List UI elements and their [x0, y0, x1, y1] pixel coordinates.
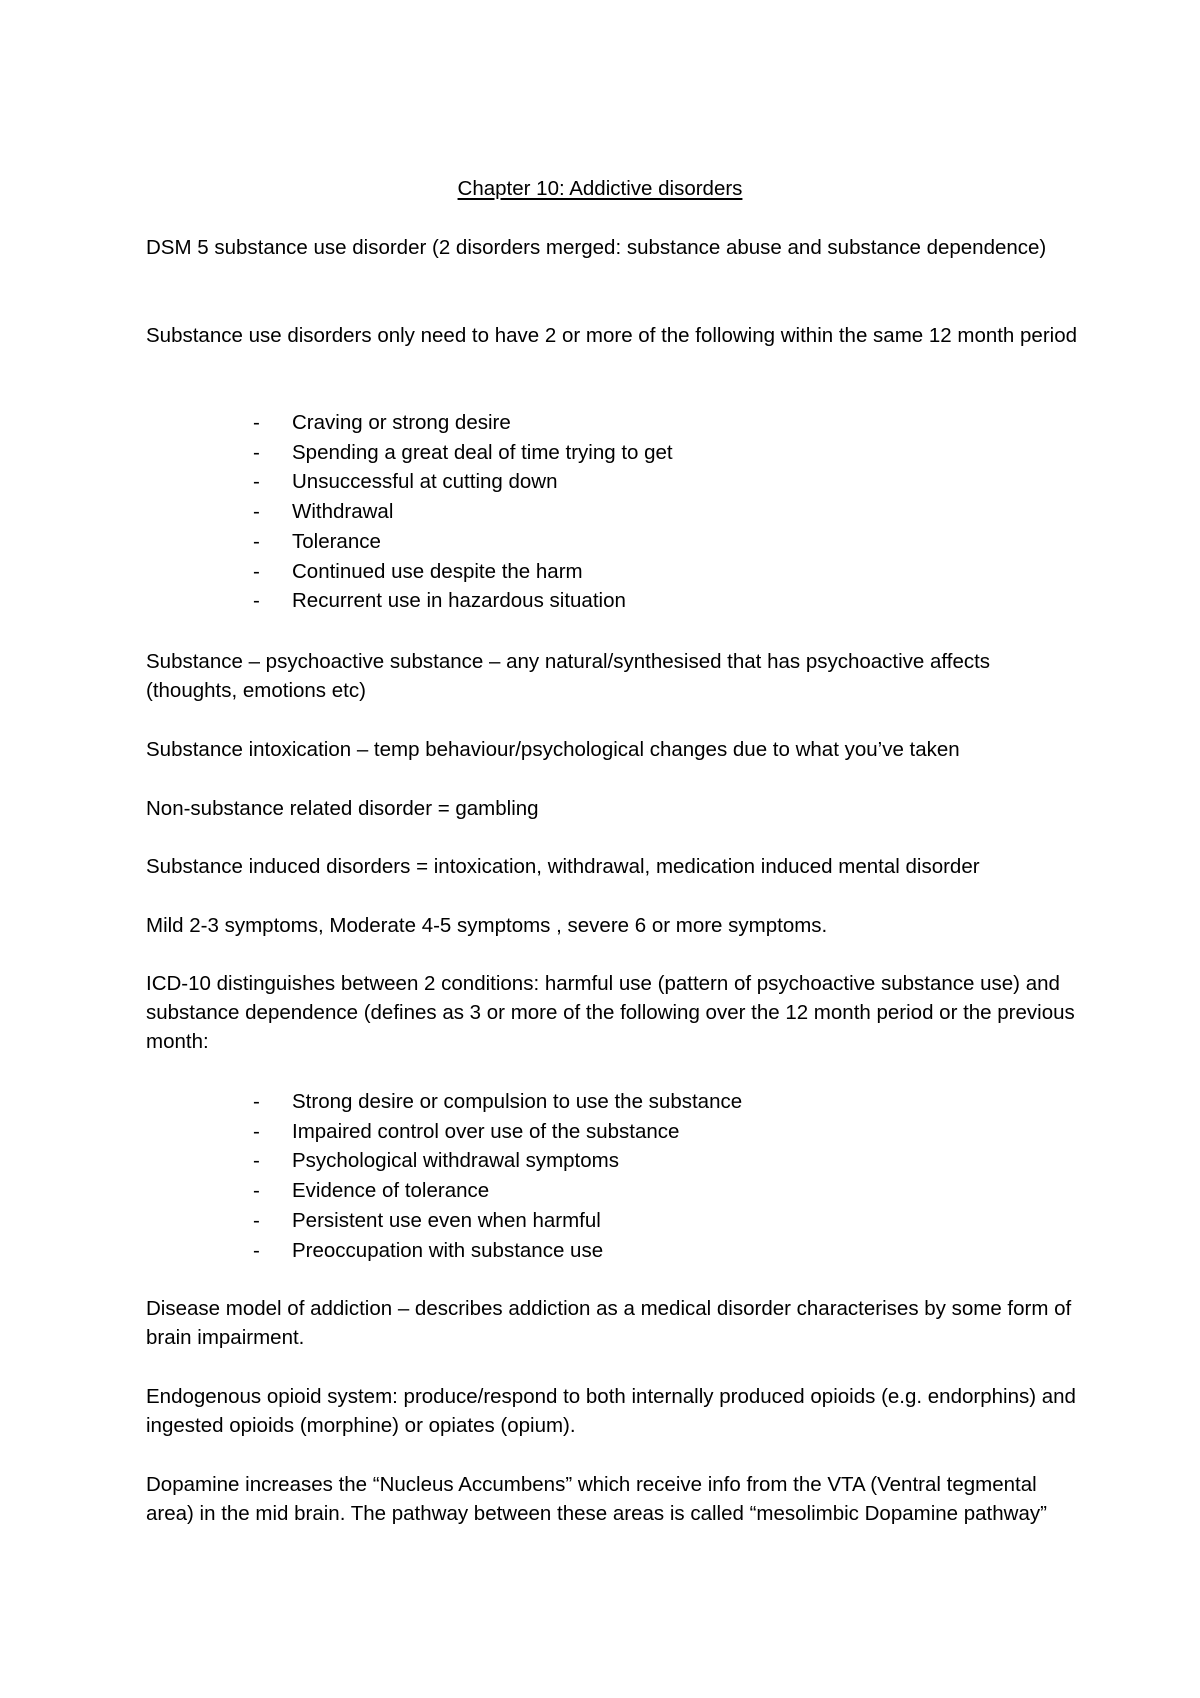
list-dash: -	[253, 1090, 260, 1113]
list-item: - Recurrent use in hazardous situation	[253, 586, 1053, 616]
paragraph-substance-use-criteria: Substance use disorders only need to have 2 or more of the following within the same 12 month period	[146, 324, 1078, 347]
paragraph-endogenous-opioid: Endogenous opioid system: produce/respond to both internally produced opioids (e.g. endorphins) and ingested opioids (morphine) or opiates (opium).	[146, 1385, 1076, 1437]
paragraph-icd10: ICD-10 distinguishes between 2 conditions: harmful use (pattern of psychoactive substance use) and substance dependence (defines as 3 or more of the following over the 12 month period or the previous month:	[146, 972, 1075, 1053]
paragraph-non-substance-disorder: Non-substance related disorder = gambling	[146, 797, 539, 820]
list-item: - Spending a great deal of time trying to get	[253, 438, 1053, 468]
paragraph-disease-model: Disease model of addiction – describes addiction as a medical disorder characterises by some form of brain impairment.	[146, 1297, 1072, 1349]
list-dash: -	[253, 1208, 260, 1232]
list-item: - Preoccupation with substance use	[253, 1236, 1053, 1266]
list-dash: -	[253, 589, 260, 613]
paragraph-substance-definition: Substance – psychoactive substance – any natural/synthesised that has psychoactive affects (thoughts, emotions etc)	[146, 650, 991, 702]
list-item: - Impaired control over use of the substance	[253, 1117, 1053, 1147]
list-dash: -	[253, 1149, 260, 1173]
paragraph-dsm5: DSM 5 substance use disorder (2 disorders merged: substance abuse and substance dependence)	[146, 236, 1047, 259]
list-item: - Evidence of tolerance	[253, 1176, 1053, 1206]
list-item: - Craving or strong desire	[253, 408, 1053, 438]
list-dash: -	[253, 411, 260, 434]
list-item: - Persistent use even when harmful	[253, 1206, 1053, 1236]
list-item: - Withdrawal	[253, 497, 1053, 527]
list-dash: -	[253, 470, 260, 494]
icd-criteria-list	[253, 1087, 1053, 1265]
paragraph-substance-induced-disorders: Substance induced disorders = intoxication, withdrawal, medication induced mental disorder	[146, 855, 980, 878]
list-item: - Unsuccessful at cutting down	[253, 467, 1053, 497]
list-dash: -	[253, 500, 260, 524]
list-dash: -	[253, 559, 260, 583]
list-item: - Continued use despite the harm	[253, 557, 1053, 587]
paragraph-substance-intoxication: Substance intoxication – temp behaviour/psychological changes due to what you’ve taken	[146, 738, 960, 761]
list-item: - Strong desire or compulsion to use the substance	[253, 1087, 1053, 1117]
list-dash: -	[253, 440, 260, 464]
list-dash: -	[253, 1119, 260, 1143]
list-dash: -	[253, 1238, 260, 1262]
paragraph-dopamine: Dopamine increases the “Nucleus Accumbens” which receive info from the VTA (Ventral tegmental area) in the mid brain. The pathway between these areas is called “mesolimbic Dopamine pathway”	[146, 1473, 1047, 1525]
list-dash: -	[253, 529, 260, 553]
list-item: - Tolerance	[253, 527, 1053, 557]
list-item: - Psychological withdrawal symptoms	[253, 1146, 1053, 1176]
list-dash: -	[253, 1179, 260, 1203]
paragraph-severity: Mild 2-3 symptoms, Moderate 4-5 symptoms , severe 6 or more symptoms.	[146, 914, 828, 937]
page-title: Chapter 10: Addictive disorders	[457, 177, 743, 200]
dsm-criteria-list	[253, 408, 1053, 616]
